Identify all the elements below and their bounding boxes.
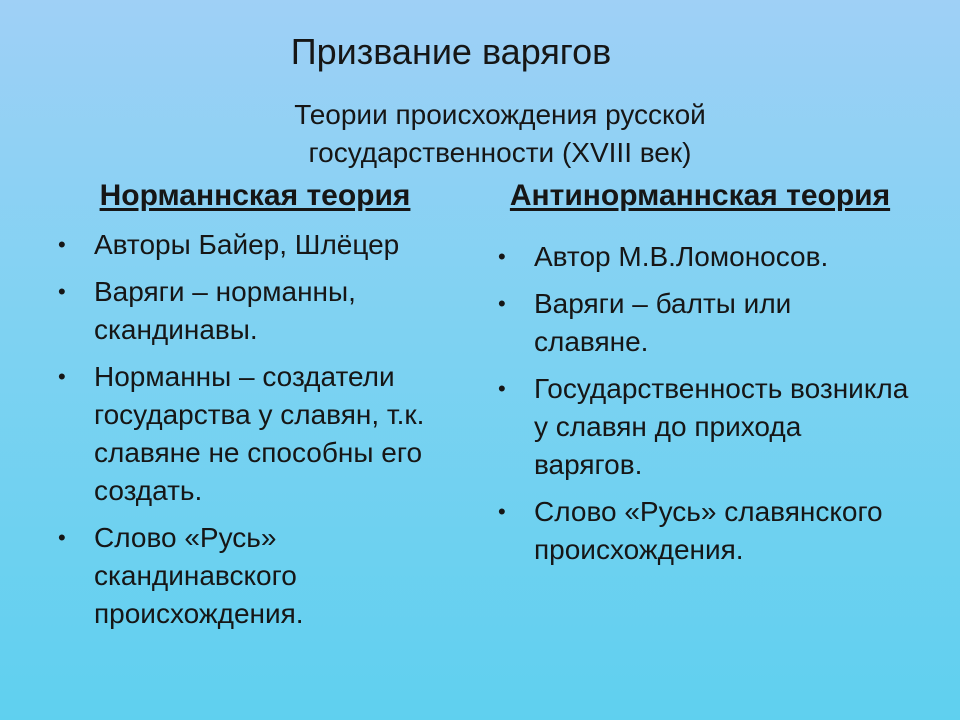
list-item-text: Государственность возникла у славян до прихода варягов. — [534, 373, 909, 480]
bullet-icon: • — [498, 291, 506, 316]
list-item-text: Автор М.В.Ломоносов. — [534, 241, 829, 272]
list-item — [50, 519, 460, 633]
norman-theory-list — [50, 226, 460, 633]
list-item-text: Варяги – норманны, скандинавы. — [94, 276, 356, 345]
list-item — [490, 493, 910, 569]
list-item — [490, 370, 910, 484]
bullet-icon: • — [498, 499, 506, 524]
list-item — [490, 285, 910, 361]
bullet-icon: • — [58, 364, 66, 389]
bullet-icon: • — [498, 376, 506, 401]
list-item — [50, 273, 460, 349]
antinorman-theory-column — [490, 176, 910, 578]
list-item-text: Варяги – балты или славяне. — [534, 288, 792, 357]
bullet-icon: • — [58, 232, 66, 257]
antinorman-theory-list — [490, 238, 910, 569]
bullet-icon: • — [498, 244, 506, 269]
list-item-text: Норманны – создатели государства у славян, т.к. славяне не способны его создать. — [94, 361, 425, 506]
list-item-text: Слово «Русь» скандинавского происхождения. — [94, 522, 304, 629]
list-item-text: Слово «Русь» славянского происхождения. — [534, 496, 883, 565]
norman-theory-heading: Норманнская теория — [99, 179, 411, 212]
antinorman-theory-heading: Антинорманнская теория — [509, 179, 891, 212]
page-title: Призвание варягов — [290, 31, 612, 72]
norman-theory-column — [50, 176, 460, 642]
bullet-icon: • — [58, 525, 66, 550]
list-item — [490, 238, 910, 276]
list-item — [50, 226, 460, 264]
list-item — [50, 358, 460, 510]
bullet-icon: • — [58, 279, 66, 304]
subtitle: Теории происхождения русской государственности (XVIII век) — [294, 99, 706, 168]
list-item-text: Авторы Байер, Шлёцер — [94, 229, 400, 260]
